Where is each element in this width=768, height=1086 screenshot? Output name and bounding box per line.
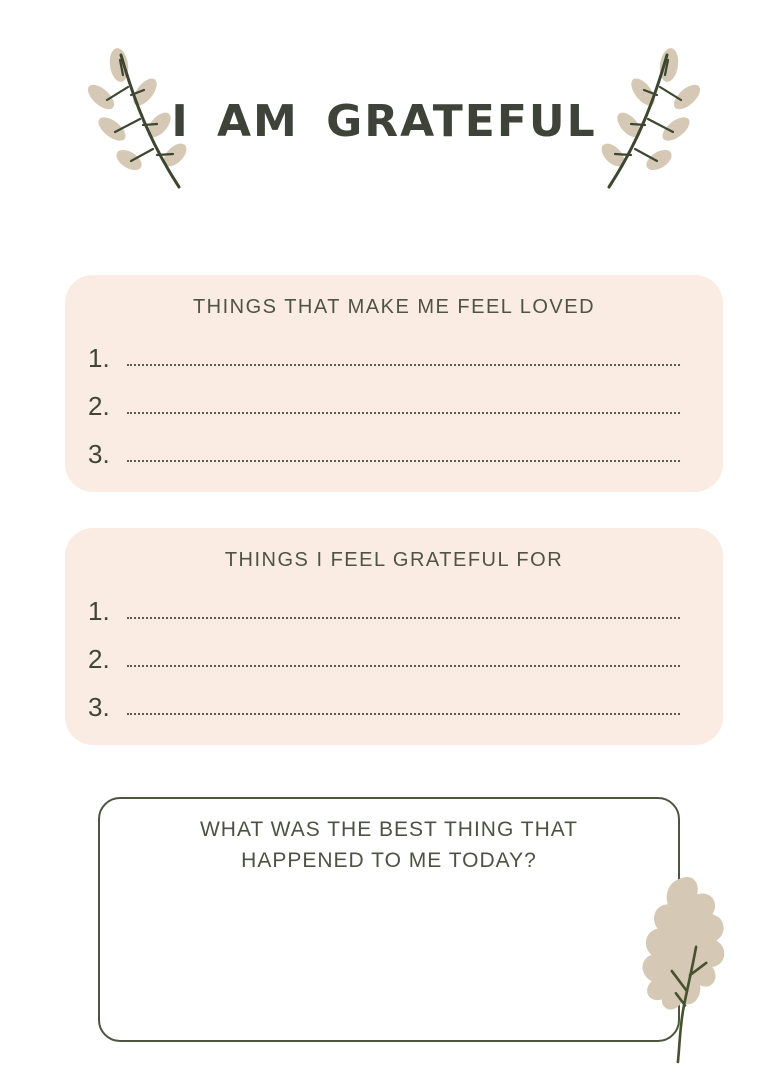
section-best-thing [98, 797, 680, 1042]
item-number: 3. [88, 439, 110, 469]
prompt-line-2: HAPPENED TO ME TODAY? [241, 849, 537, 872]
fill-in-line[interactable] [127, 645, 680, 667]
list-item [88, 423, 680, 471]
fill-in-line[interactable] [127, 440, 680, 462]
list-item [88, 676, 680, 724]
grateful-for-list [65, 572, 723, 724]
oak-leaf-icon [638, 872, 734, 1064]
list-item [88, 628, 680, 676]
answer-writing-area[interactable] [110, 885, 668, 1032]
best-thing-prompt [100, 799, 678, 876]
feel-loved-list [65, 319, 723, 471]
item-number: 1. [88, 343, 110, 373]
laurel-branch-right-icon [593, 44, 703, 196]
page-title: I AM GRATEFUL [171, 96, 597, 147]
section-feel-loved [65, 275, 723, 492]
section-feel-loved-heading: THINGS THAT MAKE ME FEEL LOVED [192, 296, 596, 318]
fill-in-line[interactable] [127, 392, 680, 414]
list-item [88, 375, 680, 423]
fill-in-line[interactable] [127, 597, 680, 619]
item-number: 2. [88, 644, 110, 674]
item-number: 1. [88, 596, 110, 626]
section-grateful-for-heading: THINGS I FEEL GRATEFUL FOR [224, 549, 564, 571]
list-item [88, 580, 680, 628]
item-number: 3. [88, 692, 110, 722]
fill-in-line[interactable] [127, 344, 680, 366]
fill-in-line[interactable] [127, 693, 680, 715]
prompt-line-1: WHAT WAS THE BEST THING THAT [199, 818, 579, 841]
section-grateful-for [65, 528, 723, 745]
list-item [88, 327, 680, 375]
item-number: 2. [88, 391, 110, 421]
